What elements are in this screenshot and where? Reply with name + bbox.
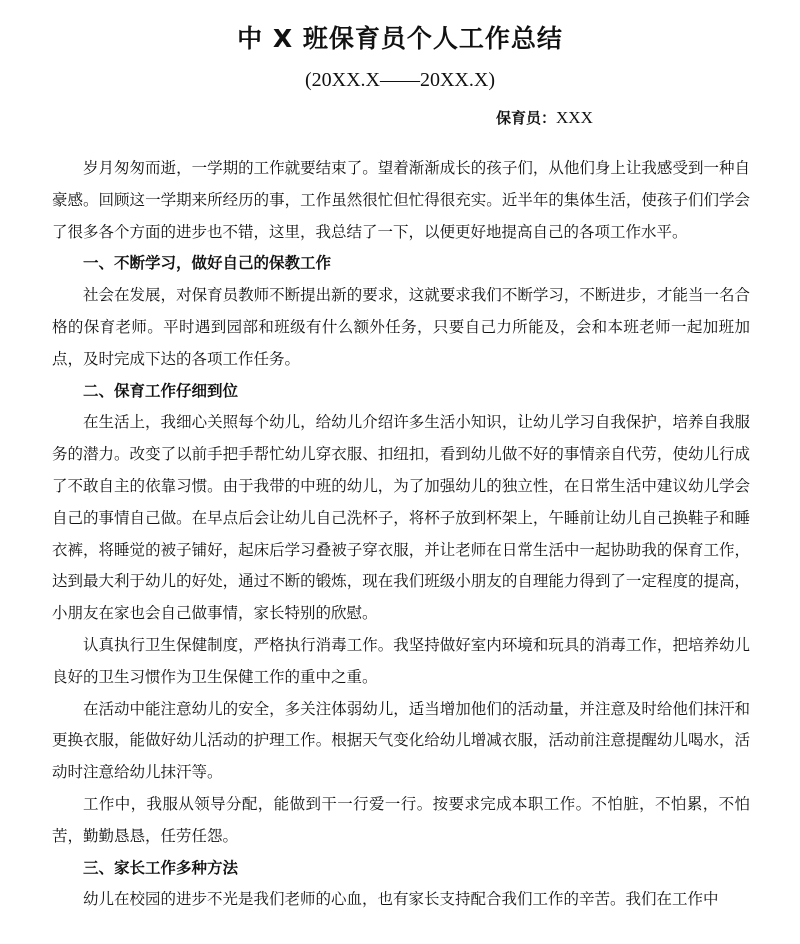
section-2-paragraph-1: 在生活上，我细心关照每个幼儿，给幼儿介绍许多生活小知识，让幼儿学习自我保护，培养自我服务的潜力。改变了以前手把手帮忙幼儿穿衣服、扣纽扣，看到幼儿做不好的事情亲自代劳，使幼儿行成了不敢自主的依靠习惯。由于我带的中班的幼儿，为了加强幼儿的独立性，在日常生活中建议幼儿学会自己的事情自己做。在早点后会让幼儿自己洗杯子，将杯子放到杯架上，午睡前让幼儿自己换鞋子和睡衣裤，将睡觉的被子铺好，起床后学习叠被子穿衣服，并让老师在日常生活中一起协助我的保育工作，达到最大利于幼儿的好处，通过不断的锻炼，现在我们班级小朋友的自理能力得到了一定程度的提高，小朋友在家也会自己做事情，家长特别的欣慰。 bbox=[52, 413, 750, 623]
section-1-heading: 一、不断学习，做好自己的保教工作 bbox=[83, 254, 332, 273]
section-2-paragraph-3: 在活动中能注意幼儿的安全，多关注体弱幼儿，适当增加他们的活动量，并注意及时给他们抹汗和更换衣服，能做好幼儿活动的护理工作。根据天气变化给幼儿增减衣服，活动前注意提醒幼儿喝水，活动时注意给幼儿抹汗等。 bbox=[52, 699, 750, 782]
section-2-heading: 二、保育工作仔细到位 bbox=[83, 381, 239, 400]
section-2-paragraph-2: 认真执行卫生保健制度，严格执行消毒工作。我坚持做好室内环境和玩具的消毒工作，把培养幼儿良好的卫生习惯作为卫生保健工作的重中之重。 bbox=[52, 635, 750, 686]
author-line bbox=[496, 106, 593, 130]
document-body bbox=[52, 153, 750, 916]
intro-paragraph: 岁月匆匆而逝，一学期的工作就要结束了。望着渐渐成长的孩子们，从他们身上让我感受到一种自豪感。回顾这一学期来所经历的事，工作虽然很忙但忙得很充实。近半年的集体生活，使孩子们们学会了很多各个方面的进步也不错，这里，我总结了一下，以便更好地提高自己的各项工作水平。 bbox=[52, 159, 750, 241]
section-3-heading: 三、家长工作多种方法 bbox=[83, 858, 239, 877]
document-period: (20XX.X——20XX.X) bbox=[305, 69, 495, 91]
author-name: XXX bbox=[556, 108, 593, 127]
section-1-paragraph: 社会在发展，对保育员教师不断提出新的要求，这就要求我们不断学习，不断进步，才能当一名合格的保育老师。平时遇到园部和班级有什么额外任务，只要自己力所能及，会和本班老师一起加班加点，及时完成下达的各项工作任务。 bbox=[52, 286, 750, 368]
section-3-paragraph: 幼儿在校园的进步不光是我们老师的心血，也有家长支持配合我们工作的辛苦。我们在工作中 bbox=[83, 890, 719, 909]
section-2-paragraph-4: 工作中，我服从领导分配，能做到干一行爱一行。按要求完成本职工作。不怕脏，不怕累，不怕苦，勤勤恳恳，任劳任怨。 bbox=[52, 794, 750, 845]
document-title: 中 X 班保育员个人工作总结 bbox=[237, 24, 563, 53]
author-label: 保育员： bbox=[496, 109, 557, 127]
